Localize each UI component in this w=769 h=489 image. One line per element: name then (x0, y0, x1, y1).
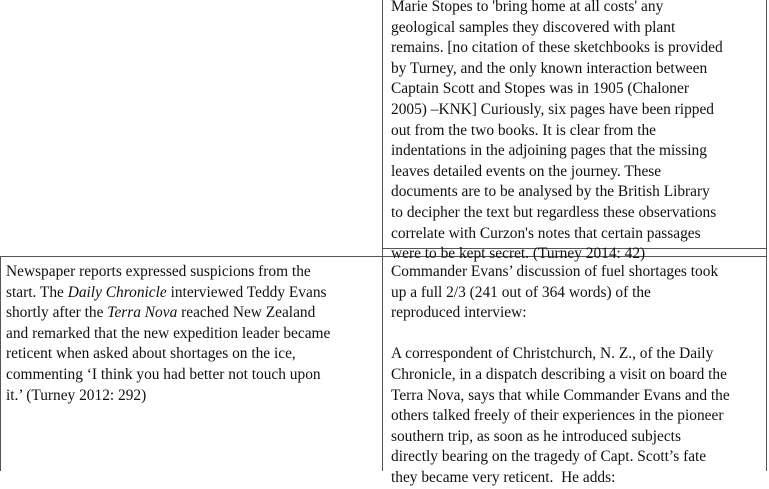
text-line: correlate with Curzon's notes that certain passages (391, 224, 701, 242)
text-line: Marie Stopes to 'bring home at all costs' any (391, 0, 664, 15)
word: southern (391, 427, 445, 445)
text-line: documents are to be analysed by the British Library (391, 183, 710, 201)
text-line: it.’ (Turney 2012: 292) (6, 386, 147, 404)
text-line: Chronicle, in a dispatch describing a visit on board the (391, 365, 727, 383)
word: subjects (631, 427, 681, 445)
text-line: geological samples they discovered with plant (391, 18, 676, 36)
word: soon (493, 427, 523, 445)
justified-line (391, 427, 753, 448)
table-border-col-divider (382, 0, 383, 471)
text-line: Captain Scott and Stopes was in 1905 (Chaloner (391, 80, 689, 98)
word: on (491, 448, 508, 466)
text-line (6, 303, 330, 324)
word: as (476, 427, 490, 445)
text-line: by Turney, and the only known interaction between (391, 59, 708, 77)
text-line: were to be kept secret. (Turney 2014: 42) (391, 245, 646, 263)
justified-line (391, 447, 753, 468)
text-line: Newspaper reports expressed suspicions from the (6, 263, 311, 280)
ship-name: Terra Nova (107, 304, 178, 322)
text-line: and remarked that the new expedition leader became (6, 324, 331, 342)
word: tragedy (533, 448, 580, 466)
word: directly (391, 448, 439, 466)
table-border-left-lower (0, 256, 1, 471)
text-line: reticent when asked about shortages on the ice, (6, 345, 296, 363)
text-line (6, 283, 330, 304)
text-line: to decipher the text but regardless these observations (391, 203, 717, 221)
text-line: indentations in the adjoining pages that the missing (391, 142, 707, 160)
text-line: Commander Evans’ discussion of fuel shortages took (391, 263, 719, 280)
newspaper-title: Daily Chronicle (67, 283, 167, 301)
text-line: up a full 2/3 (241 out of 364 words) of the (391, 283, 651, 301)
text-line: out from the two books. It is clear from the (391, 121, 656, 139)
word: trip, (447, 427, 474, 445)
text-line: leaves detailed events on the journey. These (391, 162, 662, 180)
text-run: reached New Zealand (177, 304, 316, 322)
word: introduced (561, 427, 628, 445)
text-line: 2005) –KNK] Curiously, six pages have been ripped (391, 100, 714, 118)
word: he (543, 427, 558, 445)
text-line: they became very reticent. He adds: (391, 468, 616, 486)
text-line: A correspondent of Christchurch, N. Z., of the Daily (391, 345, 714, 363)
word: Capt. (600, 448, 634, 466)
word: the (511, 448, 530, 466)
text-line: others talked freely of their experiences in the pioneer (391, 407, 724, 425)
table-cell-bottom-left (6, 262, 330, 406)
table-cell-bottom-right (391, 262, 753, 489)
text-line: Terra Nova, says that while Commander Evans and the (391, 386, 730, 404)
text-line: commenting ‘I think you had better not touch upon (6, 365, 321, 383)
word: of (583, 448, 597, 466)
word: fate (683, 448, 707, 466)
word: bearing (441, 448, 489, 466)
table-cell-top-right (391, 0, 723, 265)
word: Scott’s (637, 448, 680, 466)
text-run: shortly after the (6, 304, 108, 322)
text-run: start. The (6, 283, 68, 301)
word: as (526, 427, 540, 445)
text-line: remains. [no citation of these sketchbooks is provided (391, 39, 723, 57)
paragraph-gap (391, 324, 753, 345)
text-run: interviewed Teddy Evans (166, 283, 327, 301)
text-line: reproduced interview: (391, 304, 527, 322)
table-border-right (766, 0, 767, 471)
